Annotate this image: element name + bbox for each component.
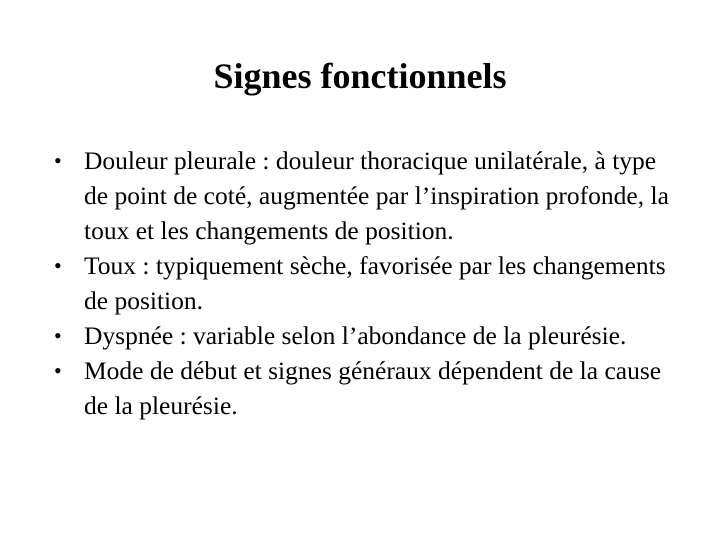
bullet-item-mode-de-debut (54, 353, 674, 423)
bullet-icon: • (54, 148, 62, 173)
bullet-icon: • (54, 253, 62, 278)
bullet-text: Mode de début et signes généraux dépendent de la cause de la pleurésie. (84, 356, 662, 420)
bullet-text: Dyspnée : variable selon l’abondance de la pleurésie. (84, 321, 627, 350)
bullet-list (54, 143, 674, 423)
bullet-text: Douleur pleurale : douleur thoracique unilatérale, à type de point de coté, augmentée par l’inspiration profonde, la toux et les changements de position. (84, 146, 669, 245)
bullet-icon: • (54, 323, 62, 348)
bullet-item-douleur (54, 143, 674, 248)
bullet-item-toux (54, 248, 674, 318)
bullet-item-dyspnee (54, 318, 674, 353)
bullet-icon: • (54, 358, 62, 383)
slide-title: Signes fonctionnels (213, 56, 507, 96)
bullet-text: Toux : typiquement sèche, favorisée par les changements de position. (84, 251, 666, 315)
